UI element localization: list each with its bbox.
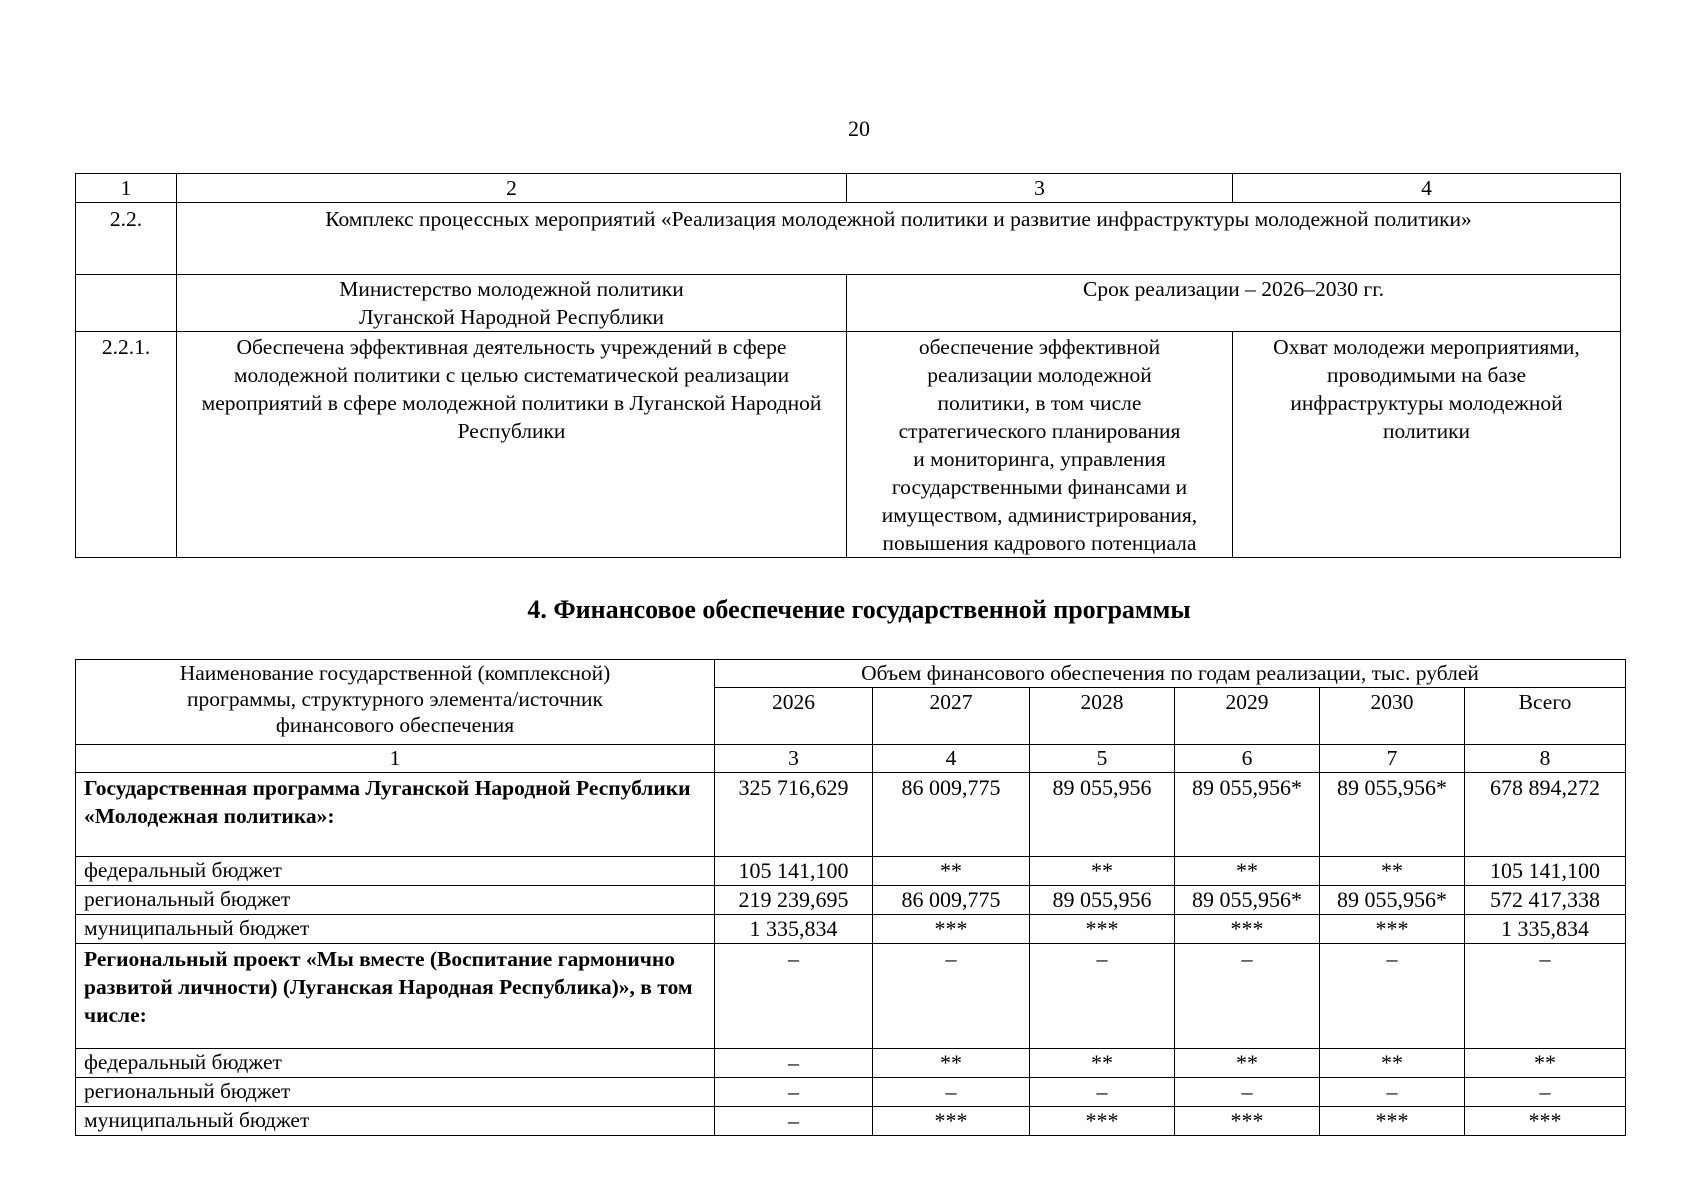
task-effect bbox=[847, 332, 1233, 558]
source-name: муниципальный бюджет bbox=[76, 915, 715, 944]
value-cell: 86 009,775 bbox=[873, 886, 1030, 915]
financing-header-row bbox=[76, 660, 1626, 688]
complex-row bbox=[76, 203, 1621, 275]
total-cell: 105 141,100 bbox=[1465, 857, 1626, 886]
year-header: 2029 bbox=[1175, 688, 1320, 745]
value-cell: – bbox=[1175, 1078, 1320, 1107]
activities-header-row bbox=[76, 174, 1621, 203]
value-cell: *** bbox=[873, 915, 1030, 944]
effect-line: политики, в том числе bbox=[937, 391, 1142, 415]
column-number: 5 bbox=[1030, 745, 1175, 773]
name-header-line: программы, структурного элемента/источник bbox=[187, 687, 603, 711]
value-cell: – bbox=[715, 1049, 873, 1078]
source-name: федеральный бюджет bbox=[76, 857, 715, 886]
effect-line: государственными финансами и bbox=[891, 475, 1188, 499]
total-header: Всего bbox=[1465, 688, 1626, 745]
volume-header: Объем финансового обеспечения по годам реализации, тыс. рублей bbox=[715, 660, 1626, 688]
value-cell: ** bbox=[873, 1049, 1030, 1078]
total-cell: 1 335,834 bbox=[1465, 915, 1626, 944]
project-name: Региональный проект «Мы вместе (Воспитание гармонично развитой личности) (Луганская Народная Республика)», в том числе: bbox=[76, 944, 715, 1049]
complex-number: 2.2. bbox=[76, 203, 177, 275]
value-cell: ** bbox=[1320, 857, 1465, 886]
responsible-ministry bbox=[177, 275, 847, 332]
value-cell: *** bbox=[873, 1107, 1030, 1136]
value-cell: 325 716,629 bbox=[715, 773, 873, 857]
source-name: федеральный бюджет bbox=[76, 1049, 715, 1078]
value-cell: – bbox=[715, 1107, 873, 1136]
year-header: 2028 bbox=[1030, 688, 1175, 745]
table-row bbox=[76, 1107, 1626, 1136]
complex-title: Комплекс процессных мероприятий «Реализация молодежной политики и развитие инфраструктуры молодежной политики» bbox=[177, 203, 1621, 275]
table-row bbox=[76, 915, 1626, 944]
table-row bbox=[76, 886, 1626, 915]
task-description bbox=[177, 332, 847, 558]
ministry-line: Министерство молодежной политики bbox=[339, 277, 684, 301]
ministry-line: Луганской Народной Республики bbox=[358, 305, 665, 329]
indicator-line: Охват молодежи мероприятиями, bbox=[1273, 335, 1580, 359]
value-cell: 89 055,956* bbox=[1320, 773, 1465, 857]
value-cell: 89 055,956 bbox=[1030, 886, 1175, 915]
source-name: региональный бюджет bbox=[76, 886, 715, 915]
year-header: 2030 bbox=[1320, 688, 1465, 745]
total-cell: – bbox=[1465, 1078, 1626, 1107]
total-cell: 572 417,338 bbox=[1465, 886, 1626, 915]
year-header: 2026 bbox=[715, 688, 873, 745]
indicator-line: проводимыми на базе bbox=[1326, 363, 1527, 387]
effect-line: и мониторинга, управления bbox=[913, 447, 1166, 471]
section-title: 4. Финансовое обеспечение государственной программы bbox=[527, 595, 1191, 624]
header-cell: 1 bbox=[76, 174, 177, 203]
effect-line: имуществом, администрирования, bbox=[881, 503, 1198, 527]
effect-line: обеспечение эффективной bbox=[918, 335, 1161, 359]
column-number: 4 bbox=[873, 745, 1030, 773]
total-cell: 678 894,272 bbox=[1465, 773, 1626, 857]
value-cell: *** bbox=[1175, 915, 1320, 944]
column-number: 1 bbox=[76, 745, 715, 773]
name-header-line: финансового обеспечения bbox=[275, 713, 515, 737]
value-cell: – bbox=[1320, 1078, 1465, 1107]
value-cell: – bbox=[715, 944, 873, 1049]
value-cell: – bbox=[1030, 1078, 1175, 1107]
program-name: Государственная программа Луганской Народной Республики «Молодежная политика»: bbox=[76, 773, 715, 857]
column-number: 8 bbox=[1465, 745, 1626, 773]
column-number: 6 bbox=[1175, 745, 1320, 773]
total-cell: – bbox=[1465, 944, 1626, 1049]
empty-cell bbox=[76, 275, 177, 332]
value-cell: ** bbox=[1030, 857, 1175, 886]
value-cell: – bbox=[873, 1078, 1030, 1107]
table-row bbox=[76, 857, 1626, 886]
ministry-row bbox=[76, 275, 1621, 332]
value-cell: ** bbox=[1175, 1049, 1320, 1078]
value-cell: *** bbox=[1030, 915, 1175, 944]
value-cell: – bbox=[873, 944, 1030, 1049]
financing-table bbox=[75, 659, 1626, 1136]
header-cell: 2 bbox=[177, 174, 847, 203]
value-cell: *** bbox=[1320, 915, 1465, 944]
value-cell: ** bbox=[1320, 1049, 1465, 1078]
effect-line: повышения кадрового потенциала bbox=[882, 531, 1197, 555]
table-row bbox=[76, 1049, 1626, 1078]
source-name: региональный бюджет bbox=[76, 1078, 715, 1107]
year-header: 2027 bbox=[873, 688, 1030, 745]
column-numbers-row bbox=[76, 745, 1626, 773]
total-cell: *** bbox=[1465, 1107, 1626, 1136]
indicator-line: инфраструктуры молодежной bbox=[1290, 391, 1563, 415]
table-row bbox=[76, 773, 1626, 857]
task-row bbox=[76, 332, 1621, 558]
value-cell: ** bbox=[1030, 1049, 1175, 1078]
implementation-term: Срок реализации – 2026–2030 гг. bbox=[847, 275, 1621, 332]
total-cell: ** bbox=[1465, 1049, 1626, 1078]
column-number: 7 bbox=[1320, 745, 1465, 773]
effect-line: стратегического планирования bbox=[898, 419, 1181, 443]
value-cell: 89 055,956* bbox=[1175, 773, 1320, 857]
value-cell: *** bbox=[1175, 1107, 1320, 1136]
value-cell: ** bbox=[1175, 857, 1320, 886]
task-indicator bbox=[1233, 332, 1621, 558]
table-row bbox=[76, 944, 1626, 1049]
value-cell: 1 335,834 bbox=[715, 915, 873, 944]
value-cell: – bbox=[715, 1078, 873, 1107]
value-cell: 89 055,956 bbox=[1030, 773, 1175, 857]
value-cell: *** bbox=[1320, 1107, 1465, 1136]
name-header bbox=[76, 660, 715, 745]
value-cell: *** bbox=[1030, 1107, 1175, 1136]
task-number: 2.2.1. bbox=[76, 332, 177, 558]
value-cell: 89 055,956* bbox=[1175, 886, 1320, 915]
header-cell: 4 bbox=[1233, 174, 1621, 203]
value-cell: 89 055,956* bbox=[1320, 886, 1465, 915]
value-cell: – bbox=[1175, 944, 1320, 1049]
value-cell: 219 239,695 bbox=[715, 886, 873, 915]
effect-line: реализации молодежной bbox=[927, 363, 1152, 387]
indicator-line: политики bbox=[1382, 419, 1471, 443]
name-header-line: Наименование государственной (комплексной) bbox=[179, 661, 611, 685]
value-cell: – bbox=[1320, 944, 1465, 1049]
value-cell: 86 009,775 bbox=[873, 773, 1030, 857]
source-name: муниципальный бюджет bbox=[76, 1107, 715, 1136]
page-number: 20 bbox=[848, 116, 870, 141]
header-cell: 3 bbox=[847, 174, 1233, 203]
value-cell: ** bbox=[873, 857, 1030, 886]
activities-table bbox=[75, 173, 1621, 558]
task-description-text: Обеспечена эффективная деятельность учреждений в сфере молодежной политики с целью систематической реализации мероприятий в сфере молодежной политики в Луганской Народной Республики bbox=[201, 335, 822, 443]
column-number: 3 bbox=[715, 745, 873, 773]
value-cell: – bbox=[1030, 944, 1175, 1049]
table-row bbox=[76, 1078, 1626, 1107]
value-cell: 105 141,100 bbox=[715, 857, 873, 886]
